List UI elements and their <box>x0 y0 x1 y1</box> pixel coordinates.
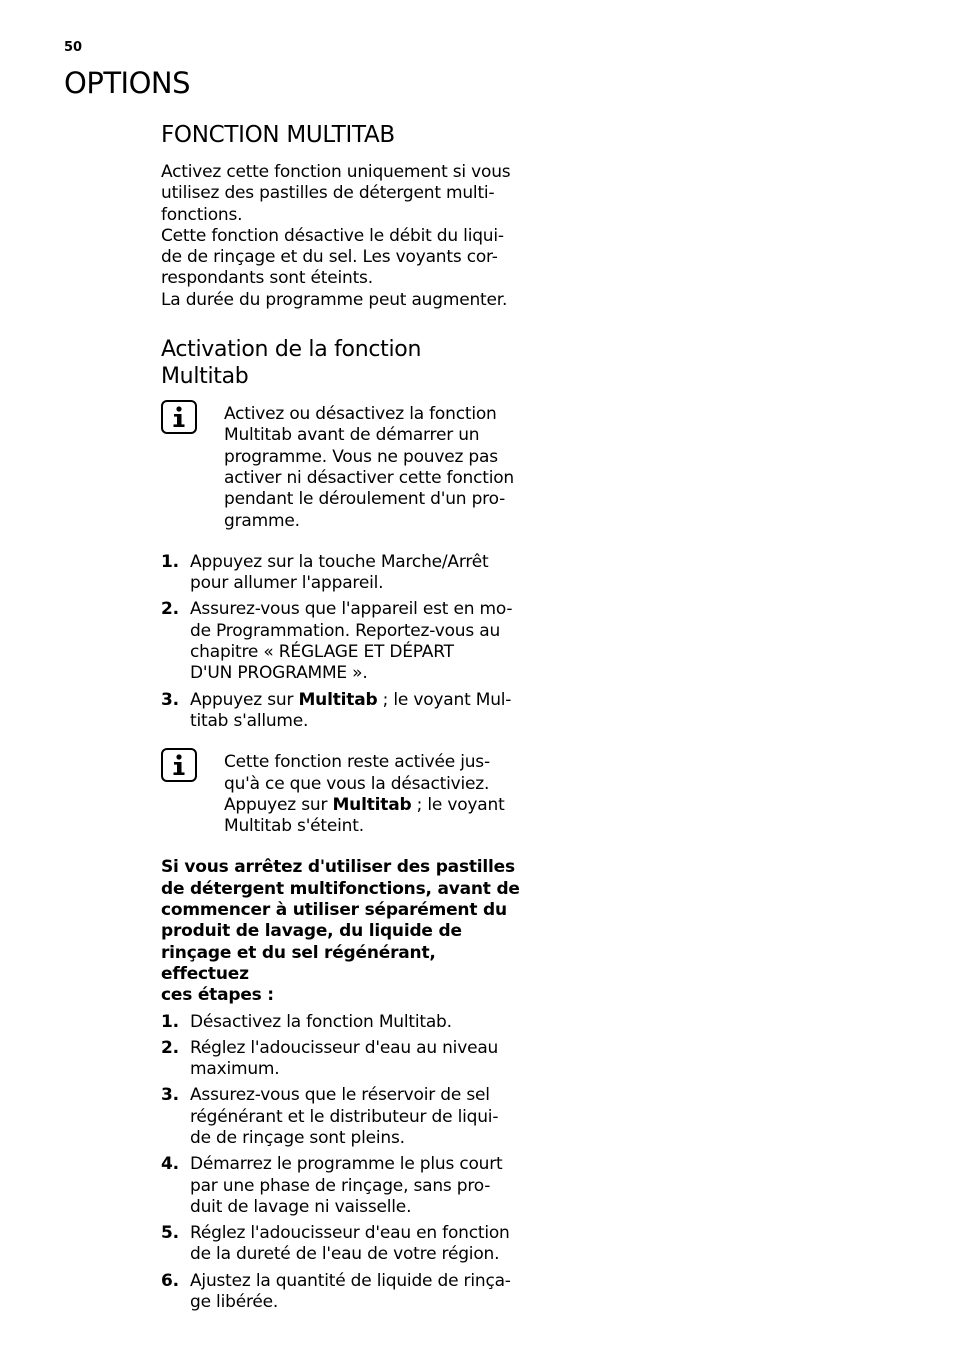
info-icon <box>161 400 197 434</box>
intro-line: fonctions. <box>161 204 243 225</box>
list-item: 2. Réglez l'adoucisseur d'eau au niveau maximum. <box>161 1037 499 1080</box>
intro-line: de de rinçage et du sel. Les voyants cor- <box>161 247 498 268</box>
list-item: 3. Assurez-vous que le réservoir de sel régénérant et le distributeur de liqui- de de rinçage sont pleins. <box>161 1085 499 1148</box>
section-title: FONCTION MULTITAB <box>161 122 395 148</box>
list-item: 4. Démarrez le programme le plus court par une phase de rinçage, sans pro- duit de lavage ni vaisselle. <box>161 1154 503 1217</box>
chapter-title: OPTIONS <box>64 66 191 100</box>
list-item: 1. Désactivez la fonction Multitab. <box>161 1011 452 1032</box>
list-item: 1. Appuyez sur la touche Marche/Arrêt pour allumer l'appareil. <box>161 551 489 594</box>
intro-line: Cette fonction désactive le débit du liqui- <box>161 225 504 246</box>
info-note-text: Cette fonction reste activée jus- qu'à ce que vous la désactiviez. Appuyez sur Multitab ; le voyant Multitab s'éteint. <box>224 752 505 837</box>
intro-line: La durée du programme peut augmenter. <box>161 289 508 310</box>
intro-line: respondants sont éteints. <box>161 268 373 289</box>
info-note-1 <box>161 404 521 532</box>
intro-paragraph <box>161 162 521 311</box>
warning-paragraph: Si vous arrêtez d'utiliser des pastilles de détergent multifonctions, avant de commencer à utiliser séparément du produit de lavage, du liquide de rinçage et du sel régénérant, effectuez ces étapes : <box>161 857 520 1006</box>
activation-steps <box>161 552 521 732</box>
deactivation-steps <box>161 1012 521 1314</box>
info-note-2 <box>161 752 521 837</box>
list-item: 3. Appuyez sur Multitab ; le voyant Mul- titab s'allume. <box>161 689 512 731</box>
page-number: 50 <box>64 40 83 55</box>
subsection-title: Activation de la fonction Multitab <box>161 337 422 390</box>
list-item: 2. Assurez-vous que l'appareil est en mo- de Programmation. Reportez-vous au chapitre « RÉGLAGE ET DÉPART D'UN PROGRAMME ». <box>161 599 513 684</box>
main-content <box>161 122 521 1318</box>
list-item: 6. Ajustez la quantité de liquide de rinça- ge libérée. <box>161 1270 511 1313</box>
info-note-text: Activez ou désactivez la fonction Multitab avant de démarrer un programme. Vous ne pouvez pas activer ni désactiver cette fonction pendant le déroulement d'un pro- gramme. <box>224 404 515 531</box>
list-item: 5. Réglez l'adoucisseur d'eau en fonction de la dureté de l'eau de votre région. <box>161 1223 510 1265</box>
multitab-keyword: Multitab <box>298 689 378 710</box>
intro-line: Activez cette fonction uniquement si vous <box>161 162 511 182</box>
info-icon <box>161 748 197 782</box>
multitab-keyword: Multitab <box>332 794 412 815</box>
intro-line: utilisez des pastilles de détergent multi- <box>161 183 495 204</box>
